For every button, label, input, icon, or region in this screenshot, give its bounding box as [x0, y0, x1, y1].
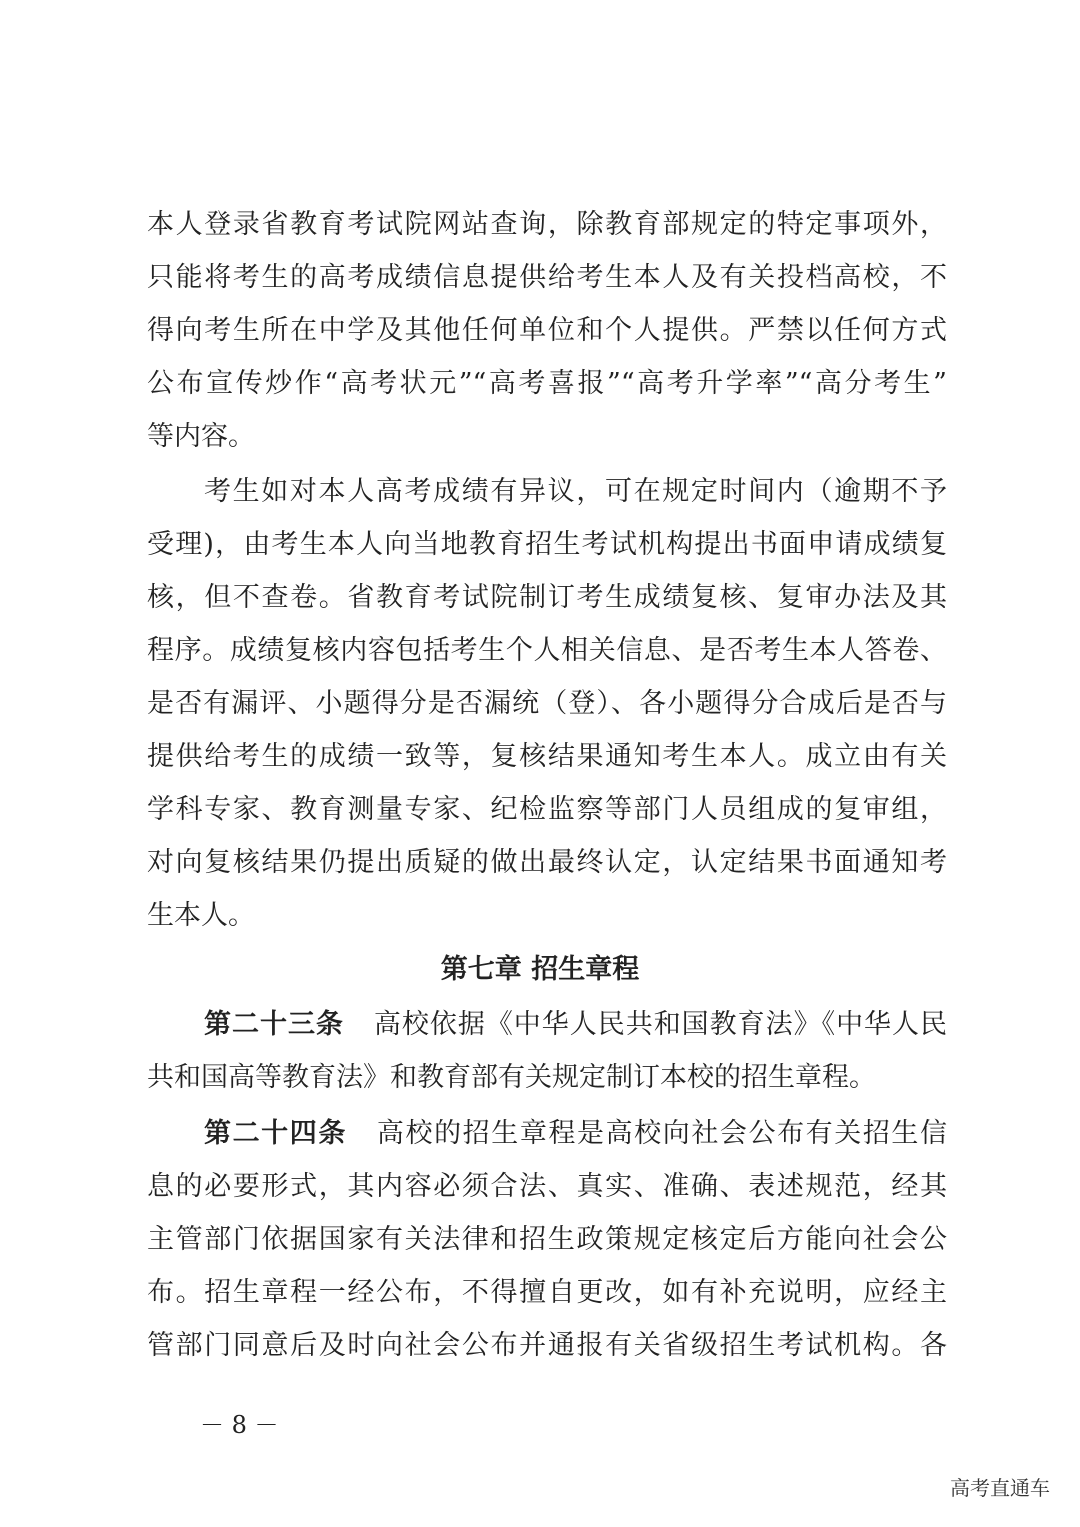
chapter-heading: 第七章 招生章程	[440, 954, 640, 985]
text-line: 核，但不查卷。省教育考试院制订考生成绩复核、复审办法及其	[147, 582, 947, 613]
text-line: 对向复核结果仍提出质疑的做出最终认定，认定结果书面通知考	[147, 847, 947, 878]
text-span: 高校的招生章程是高校向社会公布有关招生信	[376, 1118, 948, 1149]
text-line: 本人登录省教育考试院网站查询，除教育部规定的特定事项外，	[147, 209, 947, 240]
text-line: 生本人。	[147, 900, 255, 931]
text-line: 息的必要形式，其内容必须合法、真实、准确、表述规范，经其	[147, 1171, 947, 1202]
article-24-first-line	[204, 1114, 947, 1154]
text-line: 主管部门依据国家有关法律和招生政策规定核定后方能向社会公	[147, 1224, 947, 1255]
text-line: 公布宣传炒作“高考状元”“高考喜报”“高考升学率”“高分考生”	[147, 368, 947, 399]
watermark: 高考直通车	[950, 1476, 1050, 1500]
text-line: 共和国高等教育法》和教育部有关规定制订本校的招生章程。	[147, 1062, 876, 1093]
text-line: 只能将考生的高考成绩信息提供给考生本人及有关投档高校，不	[147, 262, 947, 293]
text-line: 等内容。	[147, 421, 255, 452]
article-label: 第二十三条	[204, 1009, 344, 1040]
text-line: 得向考生所在中学及其他任何单位和个人提供。严禁以任何方式	[147, 315, 947, 346]
text-line: 考生如对本人高考成绩有异议，可在规定时间内（逾期不予	[204, 476, 947, 507]
article-23-first-line	[204, 1005, 947, 1045]
text-line: 受理)，由考生本人向当地教育招生考试机构提出书面申请成绩复	[147, 529, 947, 560]
text-span: 高校依据《中华人民共和国教育法》《中华人民	[373, 1009, 948, 1040]
text-line: 是否有漏评、小题得分是否漏统（登）、各小题得分合成后是否与	[147, 688, 947, 719]
text-line: 程序。成绩复核内容包括考生个人相关信息、是否考生本人答卷、	[147, 635, 947, 666]
text-line: 学科专家、教育测量专家、纪检监察等部门人员组成的复审组，	[147, 794, 947, 825]
article-label: 第二十四条	[204, 1118, 347, 1149]
text-line: 布。招生章程一经公布，不得擅自更改，如有补充说明，应经主	[147, 1277, 947, 1308]
page-number: － 8 －	[200, 1411, 279, 1439]
text-line: 提供给考生的成绩一致等，复核结果通知考生本人。成立由有关	[147, 741, 947, 772]
text-line: 管部门同意后及时向社会公布并通报有关省级招生考试机构。各	[147, 1330, 947, 1361]
